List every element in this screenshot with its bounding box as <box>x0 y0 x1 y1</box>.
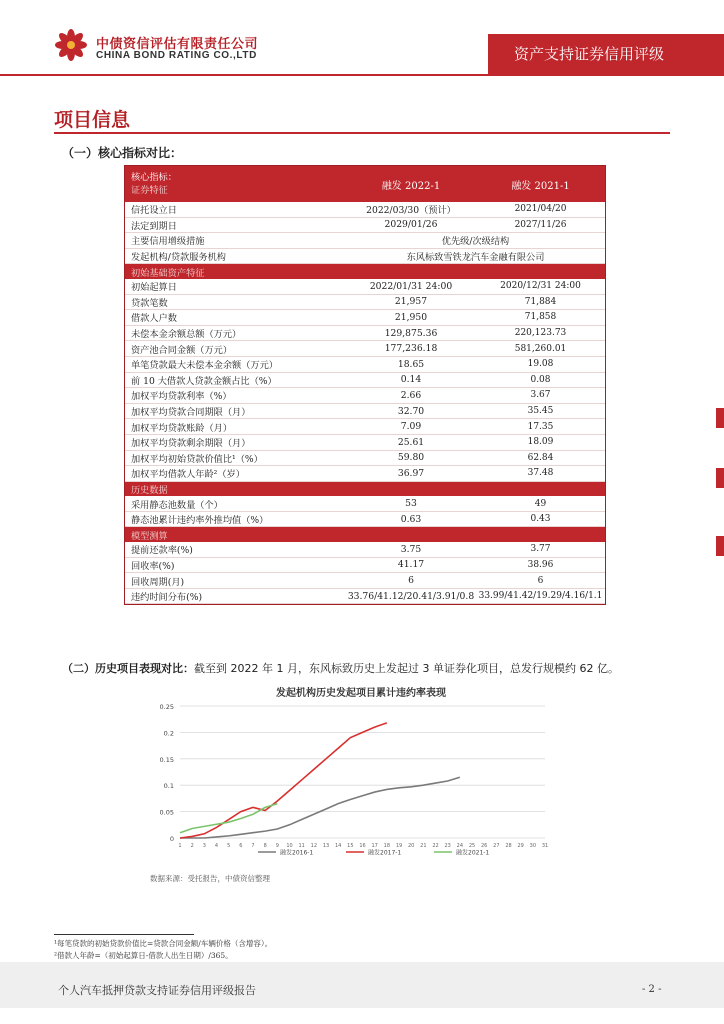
table-row-label: 主要信用增级措施 <box>131 236 205 248</box>
x-tick-label: 17 <box>371 843 378 849</box>
x-tick-label: 23 <box>444 843 451 849</box>
table-row-value-2021: 18.09 <box>527 437 554 448</box>
table-row <box>125 310 605 326</box>
table-header-col2: 融发 2021-1 <box>511 180 570 192</box>
table-row <box>125 218 605 234</box>
company-name-cn: 中债资信评估有限责任公司 <box>96 37 259 52</box>
table-row-value-2022: 41.17 <box>397 559 425 571</box>
table-row-value-2021: 0.08 <box>530 374 551 385</box>
table-row-value-2021: 35.45 <box>527 406 554 417</box>
table-row-value-2021: 71,884 <box>524 296 557 307</box>
table-row-value-2021: 2021/04/20 <box>514 204 567 215</box>
x-tick-label: 31 <box>541 843 549 849</box>
footer-title: 个人汽车抵押贷款支持证券信用评级报告 <box>58 984 256 997</box>
header-divider <box>0 74 724 76</box>
table-section-label: 历史数据 <box>131 484 168 496</box>
x-tick-label: 26 <box>480 843 488 849</box>
table-row-value-2021: 19.08 <box>527 359 554 370</box>
table-row-value-2022: 0.14 <box>400 374 422 386</box>
table-row <box>125 295 605 311</box>
x-tick-label: 1 <box>178 843 182 849</box>
table-row <box>125 341 605 357</box>
table-row-value-2021: 6 <box>537 575 544 586</box>
footnote-2: ²借款人年龄=（初始起算日-借款人出生日期）/365。 <box>54 951 233 960</box>
table-row-label: 回收周期(月) <box>131 576 185 588</box>
table-row-label: 法定到期日 <box>131 220 177 232</box>
table-row-value-2022: 2022/03/30（预计） <box>366 205 456 217</box>
table-row-label: 违约时间分布(%) <box>131 592 203 604</box>
x-tick-label: 5 <box>227 843 231 849</box>
table-row-value-2022: 129,875.36 <box>384 327 438 339</box>
table-row-value-2021: 0.43 <box>530 514 551 525</box>
table-row-value-2022: 25.61 <box>397 436 425 448</box>
y-tick-label: 0.1 <box>163 782 174 791</box>
table-row-label: 初始起算日 <box>131 282 177 294</box>
table-header-col1: 融发 2022-1 <box>381 180 441 192</box>
table-row-label: 采用静态池数量（个） <box>131 499 223 511</box>
table-row-value-2022: 36.97 <box>397 467 425 479</box>
legend-label: 融发2021-1 <box>456 849 490 857</box>
table-section-row <box>125 482 605 497</box>
table-row-label: 未偿本金余额总额（万元） <box>131 329 242 341</box>
edge-mark <box>716 536 724 556</box>
table-row-value-2022: 21,950 <box>394 311 428 323</box>
table-section-row <box>125 264 605 279</box>
table-row <box>125 202 605 218</box>
table-row <box>125 512 605 528</box>
table-row-value-2021: 38.96 <box>527 559 554 570</box>
company-name-en: CHINA BOND RATING CO.,LTD <box>96 50 257 61</box>
table-row-value-2021: 2020/12/31 24:00 <box>500 281 581 292</box>
page-header <box>0 0 724 80</box>
table-row-value-2022: 2.66 <box>400 389 422 401</box>
table-section-label: 模型测算 <box>131 530 168 542</box>
table-row-value-2021: 220,123.73 <box>514 328 567 339</box>
default-rate-chart <box>140 696 560 866</box>
table-row-label: 发起机构/贷款服务机构 <box>131 252 226 264</box>
table-section-label: 初始基础资产特征 <box>131 267 205 279</box>
x-tick-label: 6 <box>239 843 243 849</box>
table-row-value-2021: 33.99/41.42/19.29/4.16/1.1 <box>478 591 603 602</box>
table-row-value-2022: 3.75 <box>400 543 422 555</box>
table-row <box>125 279 605 295</box>
table-row <box>125 404 605 420</box>
table-row-label: 贷款笔数 <box>131 297 168 309</box>
x-tick-label: 25 <box>468 843 476 849</box>
table-row-value-2021: 17.35 <box>527 421 554 432</box>
table-row <box>125 573 605 589</box>
table-row <box>125 373 605 389</box>
x-tick-label: 3 <box>202 843 206 849</box>
series-line-融发2021-1 <box>180 804 277 833</box>
table-row <box>125 466 605 482</box>
table-row-label: 加权平均贷款利率（%） <box>131 391 232 403</box>
table-row-value-2022: 59.80 <box>397 452 425 464</box>
table-row-value-2022: 177,236.18 <box>384 343 438 355</box>
table-row-value-2021: 37.48 <box>527 468 554 479</box>
subsection-2-body: 截至到 2022 年 1 月，东风标致历史上发起过 3 单证券化项目，总发行规模约 62 亿。 <box>194 662 619 675</box>
table-body <box>125 202 605 604</box>
table-row-value-2021: 2027/11/26 <box>514 219 567 230</box>
table-row-label: 加权平均初始贷款价值比¹（%） <box>131 453 263 465</box>
table-row-value-2022: 6 <box>408 575 414 587</box>
x-tick-label: 16 <box>359 843 366 849</box>
table-header-row <box>125 166 605 202</box>
table-row <box>125 558 605 574</box>
table-row-value-2022: 21,957 <box>394 296 428 308</box>
table-row <box>125 451 605 467</box>
x-tick-label: 27 <box>493 843 500 849</box>
company-logo-icon <box>54 28 88 62</box>
x-tick-label: 8 <box>263 843 267 849</box>
edge-mark <box>716 408 724 428</box>
table-row <box>125 357 605 373</box>
report-type: 资产支持证券信用评级 <box>514 45 665 63</box>
series-line-融发2017-1 <box>180 723 387 838</box>
table-row <box>125 388 605 404</box>
table-row <box>125 589 605 605</box>
table-row-value-2022: 7.09 <box>400 421 422 433</box>
table-row-value-2021: 3.77 <box>530 544 551 555</box>
y-tick-label: 0 <box>169 835 174 843</box>
table-section-row <box>125 527 605 542</box>
table-row-value-2021: 71,858 <box>524 312 557 323</box>
table-row-span-value: 东风标致雪铁龙汽车金融有限公司 <box>406 252 545 264</box>
y-tick-label: 0.15 <box>159 755 174 764</box>
table-row <box>125 496 605 512</box>
table-row-label: 静态池累计违约率外推均值（%） <box>131 515 269 527</box>
table-row-label: 借款人户数 <box>131 313 177 325</box>
x-tick-label: 22 <box>432 843 439 849</box>
x-tick-label: 9 <box>275 843 279 849</box>
table-row-value-2022: 32.70 <box>397 405 425 417</box>
table-row <box>125 542 605 558</box>
table-row-label: 加权平均贷款账龄（月） <box>131 422 233 434</box>
subsection-1-title: （一）核心指标对比： <box>62 146 183 160</box>
table-row-value-2022: 0.63 <box>400 513 422 525</box>
table-row-value-2022: 2029/01/26 <box>384 219 438 231</box>
footnote-1: ¹每笔贷款的初始贷款价值比=贷款合同金额/车辆价格（含增容）。 <box>54 939 273 948</box>
x-tick-label: 19 <box>395 843 403 849</box>
table-row-label: 单笔贷款最大未偿本金余额（万元） <box>131 360 278 372</box>
table-row-value-2022: 2022/01/31 24:00 <box>369 280 453 292</box>
table-row-value-2022: 53 <box>405 498 417 510</box>
series-line-融发2016-1 <box>180 777 460 838</box>
table-row <box>125 435 605 451</box>
table-row <box>125 249 605 265</box>
legend-label: 融发2017-1 <box>368 849 402 857</box>
table-row-value-2021: 581,260.01 <box>514 343 567 354</box>
x-tick-label: 15 <box>347 843 354 849</box>
subsection-2-text <box>62 660 619 676</box>
x-tick-label: 30 <box>529 843 537 849</box>
table-row-label: 资产池合同金额（万元） <box>131 344 233 356</box>
subsection-2-title: （二）历史项目表现对比： <box>62 662 194 675</box>
table-row-span-value: 优先级/次级结构 <box>441 236 510 248</box>
y-tick-label: 0.2 <box>163 729 174 738</box>
table-row-value-2021: 3.67 <box>530 390 551 401</box>
table-row-value-2022: 33.76/41.12/20.41/3.91/0.8 <box>347 590 475 602</box>
table-row-label: 信托设立日 <box>131 205 177 217</box>
x-tick-label: 29 <box>517 843 524 849</box>
x-tick-label: 2 <box>190 843 194 849</box>
page-number: - 2 - <box>642 984 662 995</box>
table-row <box>125 419 605 435</box>
edge-mark <box>716 468 724 488</box>
x-tick-label: 18 <box>383 843 391 849</box>
y-tick-label: 0.25 <box>159 703 174 711</box>
table-row-label: 加权平均借款人年龄²（岁） <box>131 469 245 481</box>
chart-title: 发起机构历史发起项目累计违约率表现 <box>276 688 446 699</box>
table-row-value-2021: 49 <box>534 498 547 509</box>
x-tick-label: 20 <box>407 843 415 849</box>
table-row-label: 提前还款率(%) <box>131 545 193 557</box>
table-row-label: 前 10 大借款人贷款金额占比（%） <box>131 375 277 387</box>
y-tick-label: 0.05 <box>159 808 174 817</box>
section-divider <box>54 132 670 134</box>
table-row <box>125 233 605 249</box>
table-row-label: 加权平均贷款合同期限（月） <box>131 407 251 419</box>
x-tick-label: 4 <box>214 843 219 849</box>
x-tick-label: 12 <box>310 843 318 849</box>
x-tick-label: 7 <box>251 843 255 849</box>
chart-source: 数据来源：受托报告，中债资信整理 <box>150 874 270 883</box>
table-row-value-2022: 18.65 <box>397 358 425 370</box>
x-tick-label: 28 <box>505 843 512 849</box>
table-row-label: 回收率(%) <box>131 560 175 572</box>
x-tick-label: 10 <box>286 843 293 849</box>
x-tick-label: 24 <box>456 843 464 849</box>
table-row-value-2021: 62.84 <box>527 452 554 463</box>
x-tick-label: 13 <box>322 843 330 849</box>
table-row <box>125 326 605 342</box>
legend-label: 融发2016-1 <box>280 849 314 857</box>
table-header-label: 核心指标： 证券特征 <box>131 172 177 196</box>
x-tick-label: 21 <box>420 843 427 849</box>
x-tick-label: 14 <box>334 843 342 849</box>
table-row-label: 加权平均贷款剩余期限（月） <box>131 438 251 450</box>
x-tick-label: 11 <box>298 843 305 849</box>
core-indicators-table <box>124 165 606 605</box>
section-title: 项目信息 <box>54 109 131 131</box>
footnote-divider <box>54 934 194 935</box>
